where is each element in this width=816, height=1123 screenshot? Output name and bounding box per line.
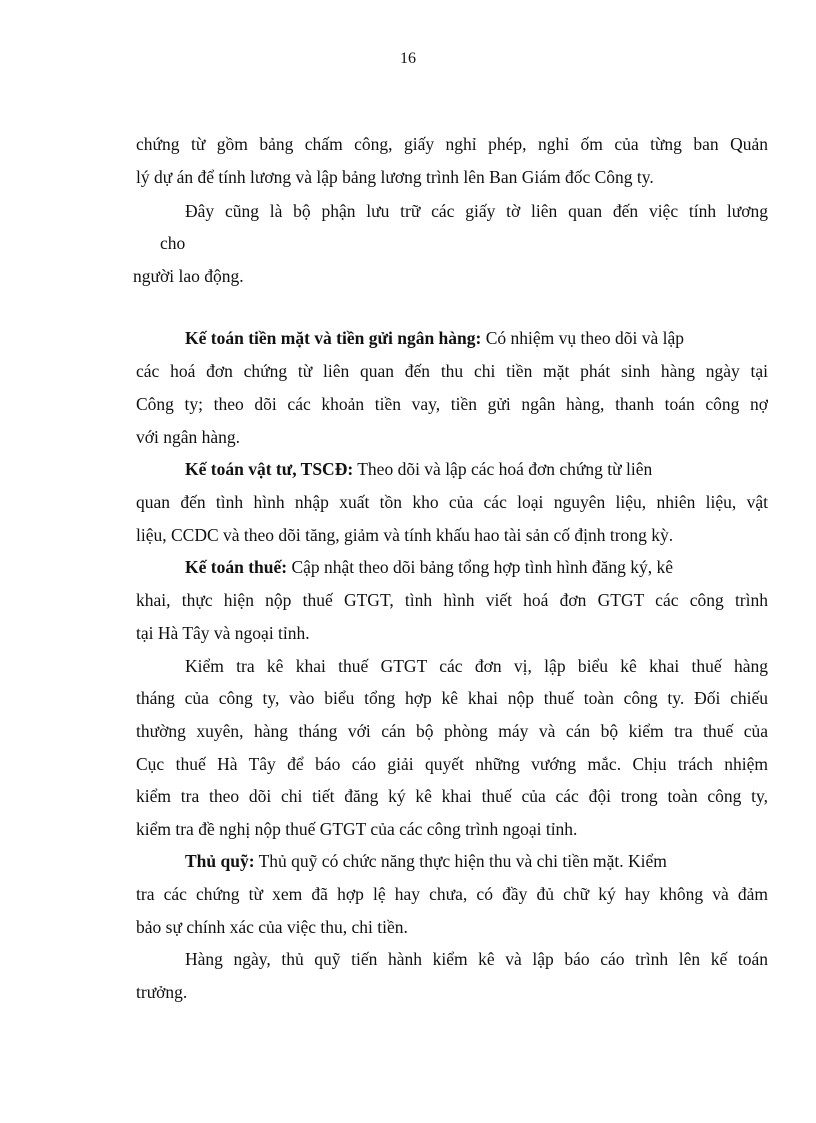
text-line: Kế toán thuế: Cập nhật theo dõi bảng tổng hợp tình hình đăng ký, kê [185,557,674,577]
text-line: quan đến tình hình nhập xuất tồn kho của các loại nguyên liệu, nhiên liệu, vật [136,492,768,512]
text-line: tháng của công ty, vào biểu tổng hợp kê khai nộp thuế toàn công ty. Đối chiếu [136,688,768,708]
text-line: với ngân hàng. [136,427,241,447]
text-line: Công ty; theo dõi các khoản tiền vay, tiền gửi ngân hàng, thanh toán công nợ [136,394,768,414]
section-heading: Kế toán thuế: [185,557,288,577]
text-line: trưởng. [136,982,188,1002]
section-heading: Thủ quỹ: [185,851,255,871]
text-line: kiểm tra theo dõi chi tiết đăng ký kê khai thuế của các đội trong toàn công ty, [136,786,768,806]
page-number: 16 [400,50,416,67]
text-line: khai, thực hiện nộp thuế GTGT, tình hình viết hoá đơn GTGT các công trình [136,590,768,610]
text-line: Thủ quỹ: Thủ quỹ có chức năng thực hiện thu và chi tiền mặt. Kiểm [185,851,667,871]
text-line: thường xuyên, hàng tháng với cán bộ phòng máy và cán bộ kiểm tra thuế của [136,721,768,741]
text-line: tra các chứng từ xem đã hợp lệ hay chưa, có đầy đủ chữ ký hay không và đảm [136,884,768,904]
text-line: Cục thuế Hà Tây để báo cáo giải quyết những vướng mắc. Chịu trách nhiệm [136,754,768,774]
text-line: bảo sự chính xác của việc thu, chi tiền. [136,917,408,937]
text-line: người lao động. [133,266,244,286]
text-line: lý dự án để tính lương và lập bảng lương trình lên Ban Giám đốc Công ty. [136,167,654,187]
section-heading: Kế toán tiền mặt và tiền gửi ngân hàng: [185,328,482,348]
text-line: kiểm tra đề nghị nộp thuế GTGT của các công trình ngoại tỉnh. [136,819,578,839]
text-line: Đây cũng là bộ phận lưu trữ các giấy tờ liên quan đến việc tính lương [185,201,768,221]
text-line: Kiểm tra kê khai thuế GTGT các đơn vị, lập biểu kê khai thuế hàng [185,656,768,676]
text-line: Kế toán tiền mặt và tiền gửi ngân hàng: Có nhiệm vụ theo dõi và lập [185,328,685,348]
text-line: chứng từ gồm bảng chấm công, giấy nghỉ phép, nghỉ ốm của từng ban Quản [136,134,768,154]
text-line: tại Hà Tây và ngoại tỉnh. [136,623,310,643]
text-line: cho [160,233,186,253]
text-line: liệu, CCDC và theo dõi tăng, giảm và tính khấu hao tài sản cố định trong kỳ. [136,525,674,545]
text-line: Kế toán vật tư, TSCĐ: Theo dõi và lập các hoá đơn chứng từ liên [185,459,653,479]
text-line: các hoá đơn chứng từ liên quan đến thu chi tiền mặt phát sinh hàng ngày tại [136,361,768,381]
section-heading: Kế toán vật tư, TSCĐ: [185,459,354,479]
text-line: Hàng ngày, thủ quỹ tiến hành kiểm kê và lập báo cáo trình lên kế toán [185,949,768,969]
